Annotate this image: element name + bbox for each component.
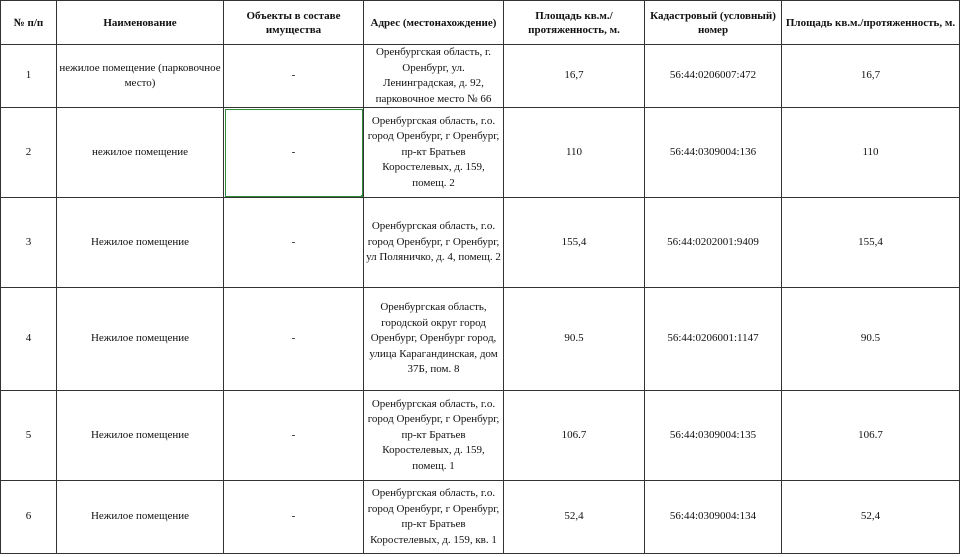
cell-address[interactable]: Оренбургская область, г.о. город Оренбург, г Оренбург, ул Поляничко, д. 4, помещ. 2 <box>364 198 504 288</box>
cell-address[interactable]: Оренбургская область, городской округ город Оренбург, Оренбург город, улица Карагандинская, дом 37Б, пом. 8 <box>364 288 504 391</box>
cell-number[interactable]: 1 <box>1 45 57 108</box>
cell-number[interactable]: 4 <box>1 288 57 391</box>
table-row <box>1 481 960 554</box>
cell-area-2[interactable]: 106.7 <box>782 391 960 481</box>
cell-cadastral[interactable]: 56:44:0309004:134 <box>645 481 782 554</box>
cell-cadastral[interactable]: 56:44:0206007:472 <box>645 45 782 108</box>
cell-area-2[interactable]: 155,4 <box>782 198 960 288</box>
header-cell-name[interactable]: Наименование <box>57 1 224 45</box>
cell-name[interactable]: Нежилое помещение <box>57 198 224 288</box>
header-cell-address[interactable]: Адрес (местонахождение) <box>364 1 504 45</box>
cell-area-2[interactable]: 110 <box>782 108 960 198</box>
cell-number[interactable]: 5 <box>1 391 57 481</box>
cell-cadastral[interactable]: 56:44:0202001:9409 <box>645 198 782 288</box>
table-row <box>1 288 960 391</box>
cell-objects[interactable]: - <box>224 45 364 108</box>
cell-objects[interactable]: - <box>224 391 364 481</box>
cell-number[interactable]: 6 <box>1 481 57 554</box>
cell-address[interactable]: Оренбургская область, г. Оренбург, ул. Ленинградская, д. 92, парковочное место № 66 <box>364 45 504 108</box>
cell-area-2[interactable]: 16,7 <box>782 45 960 108</box>
header-cell-area-2[interactable]: Площадь кв.м./протяженность, м. <box>782 1 960 45</box>
header-cell-objects[interactable]: Объекты в составе имущества <box>224 1 364 45</box>
cell-number[interactable]: 2 <box>1 108 57 198</box>
cell-number[interactable]: 3 <box>1 198 57 288</box>
cell-name[interactable]: нежилое помещение (парковочное место) <box>57 45 224 108</box>
cell-cadastral[interactable]: 56:44:0309004:136 <box>645 108 782 198</box>
cell-objects[interactable]: - <box>224 198 364 288</box>
fill-handle[interactable] <box>361 195 364 198</box>
cell-name[interactable]: Нежилое помещение <box>57 391 224 481</box>
cell-area[interactable]: 106.7 <box>504 391 645 481</box>
table-row <box>1 108 960 198</box>
cell-objects-text: - <box>291 145 296 158</box>
table-row <box>1 45 960 108</box>
cell-objects[interactable]: - <box>224 481 364 554</box>
cell-area[interactable]: 90.5 <box>504 288 645 391</box>
cell-area[interactable]: 16,7 <box>504 45 645 108</box>
cell-cadastral[interactable]: 56:44:0206001:1147 <box>645 288 782 391</box>
cell-address[interactable]: Оренбургская область, г.о. город Оренбург, г Оренбург, пр-кт Братьев Коростелевых, д. 159, кв. 1 <box>364 481 504 554</box>
cell-address[interactable]: Оренбургская область, г.о. город Оренбург, г Оренбург, пр-кт Братьев Коростелевых, д. 159, помещ. 2 <box>364 108 504 198</box>
header-row <box>1 1 960 45</box>
cell-area-2[interactable]: 52,4 <box>782 481 960 554</box>
cell-objects[interactable]: - <box>224 288 364 391</box>
cell-cadastral[interactable]: 56:44:0309004:135 <box>645 391 782 481</box>
cell-area-2[interactable]: 90.5 <box>782 288 960 391</box>
header-cell-area[interactable]: Площадь кв.м./протяженность, м. <box>504 1 645 45</box>
cell-area[interactable]: 155,4 <box>504 198 645 288</box>
cell-name[interactable]: Нежилое помещение <box>57 288 224 391</box>
header-cell-cadastral[interactable]: Кадастровый (условный) номер <box>645 1 782 45</box>
table-row <box>1 391 960 481</box>
selected-cell[interactable] <box>224 108 364 198</box>
cell-area[interactable]: 110 <box>504 108 645 198</box>
cell-address[interactable]: Оренбургская область, г.о. город Оренбург, г Оренбург, пр-кт Братьев Коростелевых, д. 159, помещ. 1 <box>364 391 504 481</box>
table-row <box>1 198 960 288</box>
cell-name[interactable]: Нежилое помещение <box>57 481 224 554</box>
header-cell-number[interactable]: № п/п <box>1 1 57 45</box>
cell-name[interactable]: нежилое помещение <box>57 108 224 198</box>
cell-area[interactable]: 52,4 <box>504 481 645 554</box>
